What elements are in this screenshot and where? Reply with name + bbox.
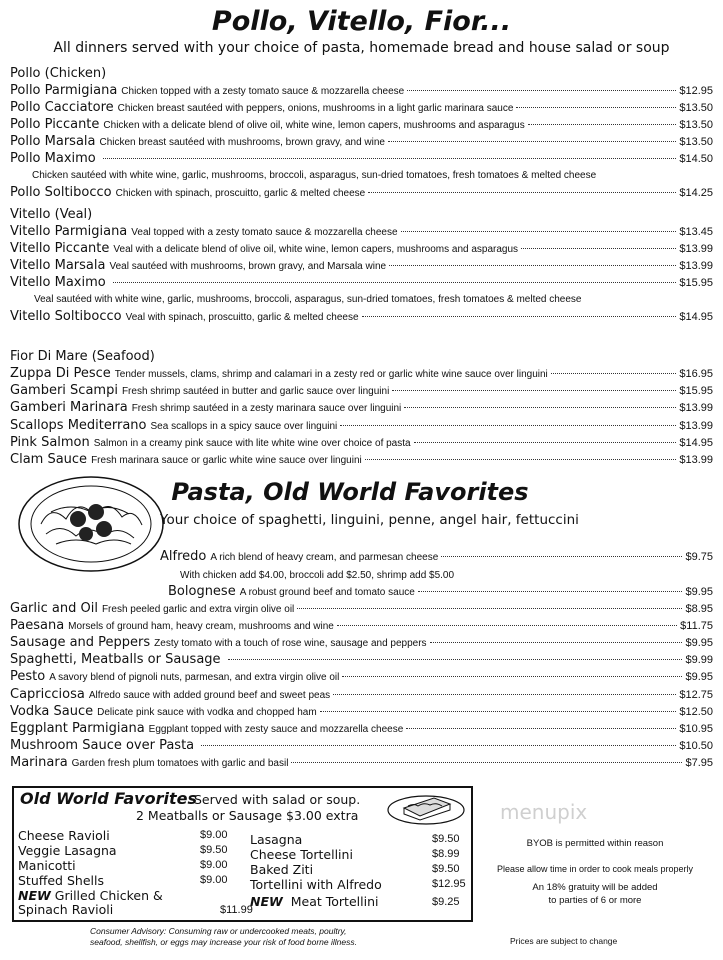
maximo-description: Chicken sautéed with white wine, garlic, mushrooms, broccoli, asparagus, sun-dried tomatoes, fresh tomatoes & melted cheese [32, 170, 597, 181]
menu-item [10, 258, 713, 275]
dot-leader [418, 591, 683, 592]
item-name: Gamberi Scampi [10, 383, 118, 399]
dot-leader [521, 248, 676, 249]
byob-note: BYOB is permitted within reason [526, 838, 664, 849]
item-desc: Chicken breast sautéed with peppers, onions, mushrooms in a light garlic marinara sauce [117, 103, 514, 114]
item-price: $13.50 [679, 102, 713, 114]
item-name: Pollo Parmigiana [10, 83, 118, 98]
old-world-served: Served with salad or soup. [194, 792, 361, 807]
dot-leader [430, 642, 683, 643]
item-price: $12.50 [679, 705, 713, 718]
dot-leader [392, 390, 676, 391]
item-desc: Alfredo sauce with added ground beef and sweet peas [88, 689, 331, 701]
new-badge: NEW [18, 888, 51, 903]
new-badge: NEW [250, 894, 283, 909]
lasagna-plate-illustration [386, 790, 466, 826]
item-desc: Fresh peeled garlic and extra virgin olive oil [101, 604, 295, 615]
item-price: $10.50 [679, 739, 713, 752]
menu-item [10, 151, 713, 168]
item-price: $13.99 [679, 402, 713, 415]
item-price: $14.25 [679, 187, 713, 199]
menu-item-bolognese [168, 584, 713, 601]
menu-item [10, 435, 713, 452]
item-price: $12.75 [679, 688, 713, 701]
item-price: $12.95 [679, 85, 713, 97]
item-desc: Fresh shrimp sautéed in a zesty marinara sauce over linguini [131, 403, 402, 415]
dot-leader [365, 459, 677, 460]
item-price: $9.95 [685, 637, 713, 650]
item-desc: Chicken topped with a zesty tomato sauce & mozzarella cheese [121, 86, 405, 97]
item-price: $14.50 [679, 153, 713, 165]
item-desc: A rich blend of heavy cream, and parmesan cheese [210, 552, 439, 563]
menu-item [10, 687, 713, 704]
section-heading-pollo: Pollo (Chicken) [10, 66, 107, 81]
menu-item [10, 669, 713, 686]
item-name: Pollo Maximo [10, 151, 96, 166]
item-name: Spaghetti, Meatballs or Sausage [10, 652, 221, 668]
menu-item [10, 134, 713, 151]
menu-item [10, 738, 713, 755]
gratuity-note: An 18% gratuity will be added [532, 882, 658, 893]
dot-leader [389, 265, 676, 266]
item-price: $8.95 [685, 603, 713, 615]
menu-item [10, 117, 713, 134]
section-heading-seafood: Fior Di Mare (Seafood) [10, 349, 155, 364]
item-price: $9.50 [432, 863, 460, 875]
menu-item [10, 400, 713, 417]
item-price: $9.95 [685, 671, 713, 684]
menu-item [10, 452, 713, 469]
item-name: Gamberi Marinara [10, 400, 128, 416]
cook-time-note: Please allow time in order to cook meals properly [496, 864, 694, 874]
old-world-favorites-box [12, 786, 473, 922]
item-price: $14.95 [679, 311, 713, 323]
menu-item [10, 100, 713, 117]
dot-leader [333, 694, 676, 695]
dot-leader [406, 728, 676, 729]
item-name: Pollo Cacciatore [10, 100, 114, 115]
dot-leader [414, 442, 677, 443]
menu-item [10, 418, 713, 435]
old-world-item: Manicotti [18, 858, 76, 873]
dot-leader [103, 158, 677, 159]
item-name: Pollo Soltibocco [10, 185, 112, 200]
dot-leader [320, 711, 677, 712]
old-world-title: Old World Favorites [20, 789, 197, 808]
advisory-line-2: seafood, shellfish, or eggs may increase your risk of food borne illness. [90, 937, 357, 947]
item-desc: Sea scallops in a spicy sauce over linguini [150, 420, 338, 432]
item-price: $11.75 [680, 620, 713, 633]
item-price: $9.00 [200, 874, 228, 886]
menu-item [10, 755, 713, 772]
page-title: Pollo, Vitello, Fior... [211, 6, 512, 37]
item-name: Sausage and Peppers [10, 635, 151, 651]
dot-leader [340, 425, 676, 426]
menu-item [10, 618, 713, 635]
item-price: $16.95 [679, 368, 713, 380]
item-price: $11.99 [220, 904, 253, 916]
dot-leader [297, 608, 682, 609]
dot-leader [342, 676, 682, 677]
item-name: Vitello Marsala [10, 258, 106, 273]
item-name: Scallops Mediterrano [10, 417, 147, 433]
menu-item [10, 721, 713, 738]
watermark: menupix [500, 800, 588, 824]
item-desc: Tender mussels, clams, shrimp and calamari in a zesty red or garlic white wine sauce over linguini [114, 369, 548, 380]
dot-leader [516, 107, 676, 108]
item-price: $10.95 [679, 722, 713, 735]
consumer-advisory [90, 926, 357, 948]
item-name: Mushroom Sauce over Pasta [10, 737, 195, 753]
old-world-item: Veggie Lasagna [18, 843, 117, 858]
item-name: Vitello Maximo [10, 275, 106, 290]
old-world-item: Stuffed Shells [18, 873, 104, 888]
item-name: Alfredo [160, 549, 207, 564]
item-name: Pollo Piccante [10, 117, 100, 132]
dot-leader [551, 373, 677, 374]
dot-leader [388, 141, 676, 142]
item-name: Bolognese [168, 584, 236, 599]
item-name: Vodka Sauce [10, 703, 94, 719]
gratuity-note-2: to parties of 6 or more [548, 895, 642, 906]
item-desc: A robust ground beef and tomato sauce [239, 587, 415, 598]
item-desc: Veal with a delicate blend of olive oil, white wine, lemon capers, mushrooms and asparagus [113, 244, 519, 255]
old-world-item: Tortellini with Alfredo [250, 877, 382, 892]
old-world-item: Cheese Tortellini [250, 847, 353, 862]
menu-item [10, 383, 713, 400]
maximo-description: Veal sautéed with white wine, garlic, mushrooms, broccoli, asparagus, sun-dried tomatoes, fresh tomatoes & melted cheese [34, 294, 582, 305]
item-price: $8.99 [432, 848, 460, 860]
item-name: Zuppa Di Pesce [10, 366, 111, 381]
dot-leader [401, 231, 677, 232]
item-name: Vitello Piccante [10, 241, 110, 256]
item-desc: Chicken with a delicate blend of olive oil, white wine, lemon capers, mushrooms and asparagus [103, 120, 525, 131]
old-world-item: Baked Ziti [250, 862, 314, 877]
item-price: $9.99 [685, 654, 713, 667]
menu-item [10, 704, 713, 721]
item-price: $13.99 [679, 454, 713, 466]
item-desc: Chicken breast sautéed with mushrooms, brown gravy, and wine [99, 137, 385, 148]
pasta-title: Pasta, Old World Favorites [171, 478, 529, 506]
old-world-item-grilled-chicken [18, 888, 163, 903]
item-name: Paesana [10, 618, 65, 634]
item-desc: Garden fresh plum tomatoes with garlic and basil [71, 757, 289, 769]
item-price: $13.99 [679, 419, 713, 432]
menu-item [10, 224, 713, 241]
menu-item [10, 366, 713, 383]
item-desc: Salmon in a creamy pink sauce with lite white wine over choice of pasta [93, 437, 411, 449]
item-price: $9.50 [432, 833, 460, 845]
item-name: Grilled Chicken & [54, 888, 163, 903]
item-name: Garlic and Oil [10, 601, 98, 616]
dot-leader [337, 625, 677, 626]
menu-item [10, 83, 713, 100]
item-name: Meat Tortellini [290, 894, 379, 909]
advisory-line-1: Consumer Advisory: Consuming raw or undercooked meats, poultry, [90, 926, 347, 936]
menu-item [10, 275, 713, 292]
item-desc: Veal with spinach, proscuitto, garlic & melted cheese [125, 312, 359, 323]
item-desc: A savory blend of pignoli nuts, parmesan, and extra virgin olive oil [49, 672, 340, 684]
item-price: $13.50 [679, 136, 713, 148]
item-price: $13.50 [679, 119, 713, 131]
item-name: Capricciosa [10, 686, 85, 702]
item-price: $7.95 [685, 756, 713, 769]
old-world-item: Lasagna [250, 832, 303, 847]
dot-leader [362, 316, 677, 317]
menu-item [10, 241, 713, 258]
item-price: $9.75 [685, 551, 713, 563]
item-desc: Delicate pink sauce with vodka and chopped ham [97, 706, 317, 718]
item-name: Marinara [10, 754, 68, 770]
item-name: Pollo Marsala [10, 134, 96, 149]
item-price: $12.95 [432, 878, 466, 890]
item-name: Pesto [10, 669, 46, 685]
dot-leader [113, 282, 677, 283]
item-desc: Zesty tomato with a touch of rose wine, sausage and peppers [154, 638, 427, 650]
dot-leader [291, 762, 682, 763]
item-price: $9.25 [432, 896, 460, 908]
dot-leader [528, 124, 677, 125]
item-price: $9.95 [685, 586, 713, 598]
dot-leader [404, 407, 676, 408]
item-price: $13.45 [679, 226, 713, 238]
item-desc: Fresh shrimp sautéed in butter and garlic sauce over linguini [121, 386, 390, 398]
item-price: $13.99 [679, 260, 713, 272]
menu-item [10, 652, 713, 669]
item-desc: Veal sautéed with mushrooms, brown gravy, and Marsala wine [109, 261, 387, 272]
alfredo-addons-note: With chicken add $4.00, broccoli add $2.50, shrimp add $5.00 [180, 570, 455, 581]
old-world-item-grilled-chicken-line2: Spinach Ravioli [18, 902, 114, 917]
old-world-item: Cheese Ravioli [18, 828, 110, 843]
item-desc: Fresh marinara sauce or garlic white wine sauce over linguini [91, 455, 362, 466]
item-desc: Veal topped with a zesty tomato sauce & mozzarella cheese [131, 227, 398, 238]
item-price: $13.99 [679, 243, 713, 255]
dot-leader [228, 659, 683, 660]
menu-item [10, 309, 713, 326]
prices-disclaimer: Prices are subject to change [510, 936, 618, 946]
menu-item [10, 601, 713, 618]
dot-leader [441, 556, 682, 557]
item-price: $15.95 [679, 385, 713, 398]
item-price: $9.00 [200, 859, 228, 871]
item-name: Pink Salmon [10, 434, 90, 450]
dot-leader [201, 745, 676, 746]
old-world-extra: 2 Meatballs or Sausage $3.00 extra [136, 808, 359, 823]
item-price: $9.00 [200, 829, 228, 841]
item-desc: Chicken with spinach, proscuitto, garlic & melted cheese [115, 188, 366, 199]
item-desc: Eggplant topped with zesty sauce and mozzarella cheese [148, 723, 404, 735]
old-world-item-meat-tortellini [250, 894, 378, 909]
item-price: $15.95 [679, 277, 713, 289]
pasta-subtitle: Your choice of spaghetti, linguini, penne, angel hair, fettuccini [160, 512, 579, 528]
dot-leader [368, 192, 676, 193]
item-desc: Morsels of ground ham, heavy cream, mushrooms and wine [68, 621, 334, 633]
menu-item [10, 185, 713, 202]
menu-item-alfredo [160, 549, 713, 566]
page-subtitle: All dinners served with your choice of pasta, homemade bread and house salad or soup [53, 40, 670, 56]
item-name: Clam Sauce [10, 452, 88, 467]
item-name: Vitello Parmigiana [10, 224, 128, 239]
item-price: $9.50 [200, 844, 228, 856]
item-name: Eggplant Parmigiana [10, 720, 145, 736]
item-price: $14.95 [679, 436, 713, 449]
section-heading-vitello: Vitello (Veal) [10, 207, 93, 222]
item-name: Vitello Soltibocco [10, 309, 122, 324]
dot-leader [407, 90, 676, 91]
menu-item [10, 635, 713, 652]
